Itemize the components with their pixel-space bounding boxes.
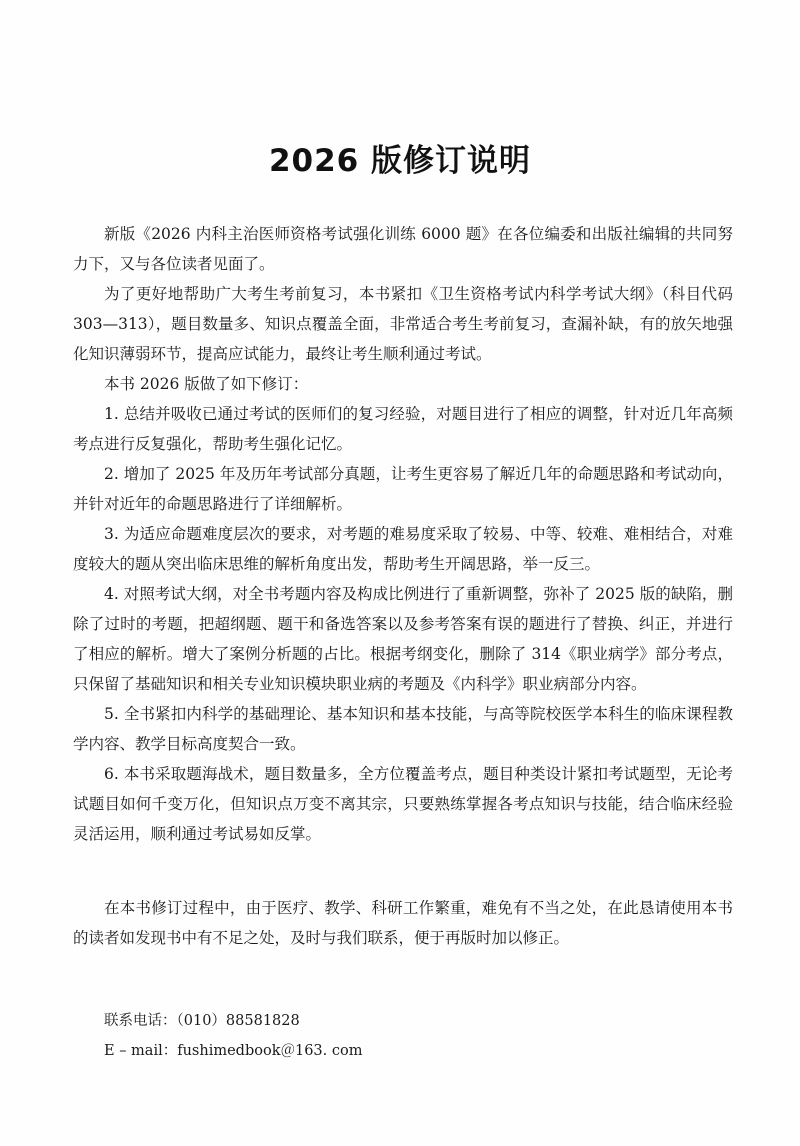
page-title: 2026 版修订说明 (268, 143, 532, 179)
document-body (73, 219, 733, 953)
revision-item-3: 3. 为适应命题难度层次的要求，对考题的难易度采取了较易、中等、较难、难相结合，对难度较大的题从突出临床思维的解析角度出发，帮助考生开阔思路，举一反三。 (73, 525, 733, 573)
revision-item-1: 1. 总结并吸收已通过考试的医师们的复习经验，对题目进行了相应的调整，针对近几年高频考点进行反复强化，帮助考生强化记忆。 (73, 405, 733, 453)
paragraph-intro: 新版《2026 内科主治医师资格考试强化训练 6000 题》在各位编委和出版社编辑的共同努力下，又与各位读者见面了。 (73, 225, 733, 273)
contact-info (104, 1006, 362, 1066)
paragraph-purpose: 为了更好地帮助广大考生考前复习，本书紧扣《卫生资格考试内科学考试大纲》（科目代码 303—313），题目数量多、知识点覆盖全面，非常适合考生考前复习，查漏补缺，有的放矢地强化知识薄弱环节，提高应试能力，最终让考生顺利通过考试。 (73, 285, 733, 363)
revision-item-5: 5. 全书紧扣内科学的基础理论、基本知识和基本技能，与高等院校医学本科生的临床课程教学内容、教学目标高度契合一致。 (73, 705, 733, 753)
contact-phone: 联系电话：（010）88581828 (104, 1013, 300, 1029)
paragraph-closing: 在本书修订过程中，由于医疗、教学、科研工作繁重，难免有不当之处，在此恳请使用本书的读者如发现书中有不足之处，及时与我们联系，便于再版时加以修正。 (73, 899, 733, 947)
revision-item-2: 2. 增加了 2025 年及历年考试部分真题，让考生更容易了解近几年的命题思路和考试动向，并针对近年的命题思路进行了详细解析。 (73, 465, 733, 513)
revision-item-6: 6. 本书采取题海战术，题目数量多，全方位覆盖考点，题目种类设计紧扣考试题型，无论考试题目如何千变万化，但知识点万变不离其宗，只要熟练掌握各考点知识与技能，结合临床经验灵活运用，顺利通过考试易如反掌。 (73, 765, 733, 843)
revision-item-4: 4. 对照考试大纲，对全书考题内容及构成比例进行了重新调整，弥补了 2025 版的缺陷，删除了过时的考题，把超纲题、题干和备选答案以及参考答案有误的题进行了替换、纠正，并进行了相应的解析。增大了案例分析题的占比。根据考纲变化，删除了 314《职业病学》部分考点，只保留了基础知识和相关专业知识模块职业病的考题及《内科学》职业病部分内容。 (73, 585, 733, 693)
contact-email: E – mail：fushimedbook＠163. com (104, 1043, 363, 1059)
paragraph-revisions-lead: 本书 2026 版做了如下修订： (104, 375, 309, 393)
